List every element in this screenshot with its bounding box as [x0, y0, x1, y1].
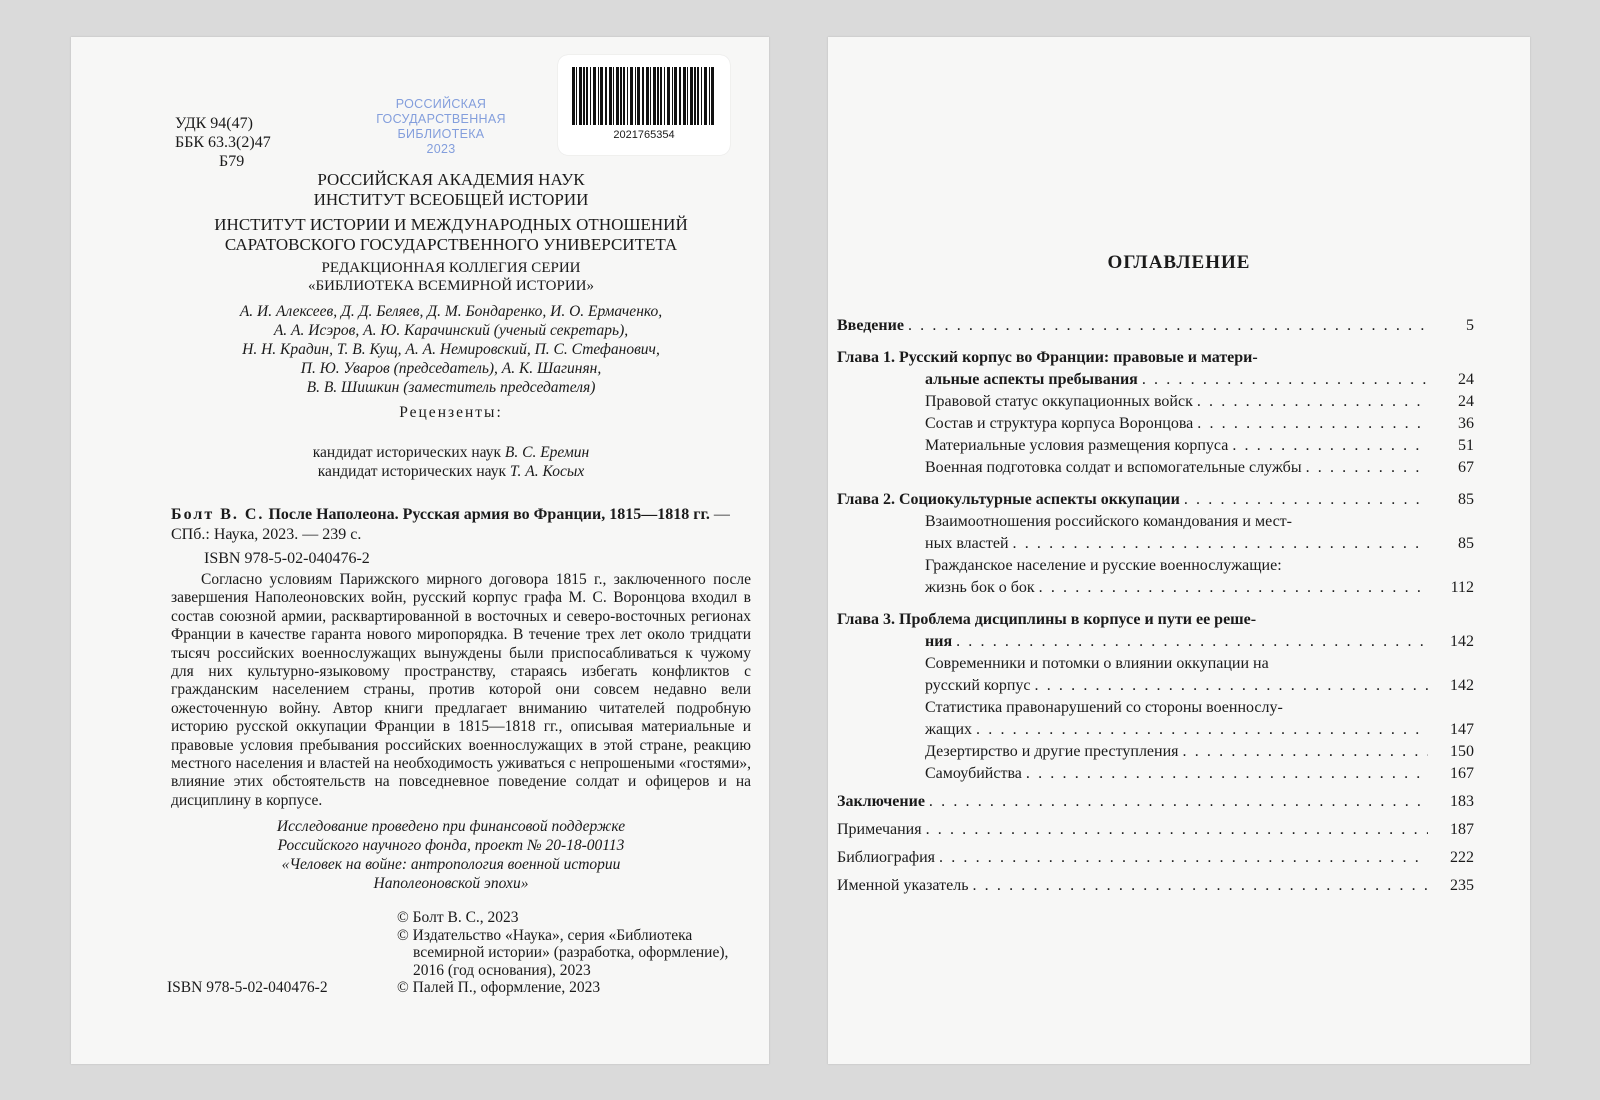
toc-entry-text: Введение — [837, 317, 904, 334]
toc-entry-line-last — [925, 391, 1474, 413]
toc-page-number: 36 — [1458, 415, 1474, 432]
annotation: Согласно условиям Парижского мирного договора 1815 г., заключенного после завершения Наполеоновских войн, русский корпус графа М. С. Воронцова входил в состав союзной армии, расквартированной в восточных и северо-восточных регионах Франции в качестве гаранта нового миропорядка. В течение трех лет около тридцати тысяч российских военнослужащих вынуждены были приспосабливаться к чужому для них культурно-языковому пространству, стараясь избегать конфликтов с гражданским населением страны, против которой они совсем недавно вели ожесточенную войну. Автор книги предлагает вниманию читателей подробную историю русской оккупации Франции в 1815—1818 гг., описывая материальные и правовые условия пребывания российских военнослужащих в этой стране, реакцию местного населения и властей на необходимость уживаться с непрошеными «гостями», влияние этих обстоятельств на повседневное поведение солдат и офицеров и на дисциплину в корпусе. — [171, 571, 751, 809]
barcode-bar — [683, 67, 686, 125]
barcode-bar — [576, 67, 577, 125]
toc-entry-line-last — [925, 435, 1474, 457]
barcode-bar — [627, 67, 628, 125]
toc-entry — [837, 791, 1474, 813]
toc-entry-line-last — [925, 741, 1474, 763]
toc-page-number: 183 — [1450, 793, 1474, 810]
toc-title: ОГЛАВЛЕНИЕ — [1107, 252, 1251, 273]
organization-academy — [166, 170, 736, 210]
toc-entry-line-last — [837, 875, 1474, 897]
barcode-bar — [646, 67, 649, 125]
reviewer-name: Т. А. Косых — [509, 463, 585, 480]
member-line: Н. Н. Крадин, Т. В. Кущ, А. А. Немировский, П. С. Стефанович, — [242, 341, 660, 358]
toc-entry-line-last — [837, 369, 1474, 391]
barcode-bar — [704, 67, 707, 125]
org-line: РОССИЙСКАЯ АКАДЕМИЯ НАУК — [317, 170, 585, 189]
toc-page-number: 51 — [1458, 437, 1474, 454]
toc-entry-text: Глава 2. Социокультурные аспекты оккупации — [837, 491, 1180, 508]
toc-entry — [837, 741, 1474, 763]
reviewer-name: В. С. Еремин — [504, 444, 590, 461]
toc-entry-text: Заключение — [837, 793, 925, 810]
toc-entry-line-last — [837, 847, 1474, 869]
toc-leader-dots — [1013, 533, 1429, 555]
barcode-bar — [711, 67, 714, 125]
barcode-bar — [579, 67, 582, 125]
toc-entry-text: Современники и потомки о влиянии оккупации на — [925, 655, 1269, 672]
toc-entry-text: Самоубийства — [925, 765, 1022, 782]
entry-author: Болт В. С. — [171, 506, 265, 523]
toc-entry-text: Материальные условия размещения корпуса — [925, 437, 1229, 454]
toc-entry-text: жизнь бок о бок — [925, 579, 1035, 596]
stamp-line: РОССИЙСКАЯ — [395, 97, 487, 111]
toc-leader-dots — [1184, 489, 1428, 511]
member-line: П. Ю. Уваров (председатель), А. К. Шагинян, — [300, 360, 602, 377]
toc-entry — [837, 435, 1474, 457]
barcode-bar — [593, 67, 596, 125]
toc-entry-line-last — [837, 315, 1474, 337]
toc-leader-dots — [1039, 577, 1428, 599]
toc-entry-line-last — [925, 413, 1474, 435]
barcode-bar — [694, 67, 696, 125]
toc-entry — [837, 763, 1474, 785]
copyright-line: © Болт В. С., 2023 — [397, 909, 519, 926]
member-line: В. В. Шишкин (заместитель председателя) — [306, 379, 596, 396]
barcode-bar — [616, 67, 619, 125]
barcode-bar — [660, 67, 662, 125]
barcode-bar — [598, 67, 599, 125]
toc-page-number: 235 — [1450, 877, 1474, 894]
toc-page-number: 222 — [1450, 849, 1474, 866]
barcode-bar — [709, 67, 710, 125]
barcode-bar — [635, 67, 636, 125]
toc-entry — [837, 847, 1474, 869]
toc-entry-text: русский корпус — [925, 677, 1031, 694]
barcode-number: 2021765354 — [613, 129, 675, 141]
entry-title: После Наполеона. Русская армия во Франции, 1815—1818 гг. — [268, 506, 710, 523]
toc-page-number: 85 — [1458, 491, 1474, 508]
isbn: ISBN 978-5-02-040476-2 — [204, 550, 370, 567]
barcode-bar — [667, 67, 670, 125]
toc-page-number: 167 — [1450, 765, 1474, 782]
barcode-bar — [613, 67, 614, 125]
bibliographic-entry — [171, 505, 751, 545]
table-of-contents — [837, 315, 1474, 897]
toc-leader-dots — [1035, 675, 1428, 697]
toc-page-number: 5 — [1466, 317, 1474, 334]
toc-entry-line — [837, 609, 1432, 631]
toc-page-number: 24 — [1458, 393, 1474, 410]
toc-entry-line — [925, 555, 1432, 577]
toc-leader-dots — [1142, 369, 1428, 391]
stamp-line: БИБЛИОТЕКА — [397, 127, 485, 141]
entry-imprint: — СПб.: Наука, 2023. — 239 с. — [171, 506, 730, 543]
toc-entry — [837, 875, 1474, 897]
barcode-bar — [600, 67, 603, 125]
barcode-bar — [674, 67, 677, 125]
toc-entry — [837, 413, 1474, 435]
toc-entry-text: Военная подготовка солдат и вспомогательные службы — [925, 459, 1302, 476]
grant-note — [166, 817, 736, 893]
toc-leader-dots — [1197, 391, 1428, 413]
barcode-bar — [623, 67, 625, 125]
barcode-bar — [653, 67, 656, 125]
toc-entry-text: Статистика правонарушений со стороны военнослу- — [925, 699, 1283, 716]
org-line: ИНСТИТУТ ИСТОРИИ И МЕЖДУНАРОДНЫХ ОТНОШЕНИЙ — [214, 215, 688, 234]
barcode-sticker — [558, 55, 730, 155]
barcode-bar — [642, 67, 644, 125]
org-line: САРАТОВСКОГО ГОСУДАРСТВЕННОГО УНИВЕРСИТЕТА — [224, 235, 678, 254]
barcode-bar — [657, 67, 659, 125]
barcode-bar — [583, 67, 585, 125]
library-stamp — [361, 97, 521, 157]
toc-leader-dots — [1306, 457, 1428, 479]
udk-code: УДК 94(47) — [175, 115, 253, 132]
reviewers-heading: Рецензенты: — [399, 404, 503, 421]
toc-page-number: 142 — [1450, 677, 1474, 694]
isbn-bottom: ISBN 978-5-02-040476-2 — [167, 979, 328, 996]
toc-entry — [837, 347, 1474, 391]
toc-page-number: 150 — [1450, 743, 1474, 760]
reviewers-list — [166, 443, 736, 481]
barcode-bar — [609, 67, 612, 125]
toc-page-number: 147 — [1450, 721, 1474, 738]
toc-leader-dots — [908, 315, 1428, 337]
toc-entry-line-last — [837, 631, 1474, 653]
toc-entry-line-last — [837, 489, 1474, 511]
grant-line: Российского научного фонда, проект № 20-18-00113 — [277, 837, 625, 854]
toc-entry — [837, 511, 1474, 555]
toc-entry — [837, 391, 1474, 413]
toc-entry — [837, 653, 1474, 697]
toc-leader-dots — [956, 631, 1428, 653]
toc-entry-line-last — [837, 819, 1474, 841]
stamp-line: ГОСУДАРСТВЕННАЯ — [376, 112, 506, 126]
copyright-line: © Издательство «Наука», серия «Библиотека всемирной истории» (разработка, оформление), 2016 (год основания), 2023 — [397, 926, 729, 979]
barcode-bar — [697, 67, 699, 125]
reviewer-degree: кандидат исторических наук — [317, 463, 507, 480]
toc-entry-line-last — [925, 577, 1474, 599]
toc-entry-text: Взаимоотношения российского командования и мест- — [925, 513, 1292, 530]
toc-entry-line-last — [925, 675, 1474, 697]
series-board-heading — [166, 259, 736, 295]
barcode-bar — [672, 67, 673, 125]
toc-entry-text: Именной указатель — [837, 877, 969, 894]
board-line: «БИБЛИОТЕКА ВСЕМИРНОЙ ИСТОРИИ» — [307, 278, 594, 294]
reviewer-line — [166, 462, 736, 481]
barcode-bar — [637, 67, 640, 125]
toc-leader-dots — [972, 875, 1428, 897]
barcode-bar — [664, 67, 665, 125]
toc-entry-text: Состав и структура корпуса Воронцова — [925, 415, 1194, 432]
toc-page-number: 112 — [1450, 579, 1474, 596]
toc-leader-dots — [1026, 763, 1428, 785]
barcode-bar — [572, 67, 575, 125]
toc-entry — [837, 819, 1474, 841]
toc-page-number: 24 — [1458, 371, 1474, 388]
toc-entry-line-last — [925, 533, 1474, 555]
toc-leader-dots — [1232, 435, 1428, 457]
barcode-bar — [690, 67, 693, 125]
organization-university — [166, 215, 736, 255]
barcode-bar — [701, 67, 702, 125]
board-line: РЕДАКЦИОННАЯ КОЛЛЕГИЯ СЕРИИ — [321, 260, 581, 276]
reviewer-line — [166, 443, 736, 462]
barcode-bar — [679, 67, 681, 125]
barcode-icon — [570, 67, 718, 125]
toc-page-number: 187 — [1450, 821, 1474, 838]
toc-entry-line-last — [925, 457, 1474, 479]
reviewer-degree: кандидат исторических наук — [312, 444, 502, 461]
toc-entry-line — [837, 347, 1432, 369]
toc-entry — [837, 555, 1474, 599]
copyright-line: © Палей П., оформление, 2023 — [397, 979, 601, 997]
toc-leader-dots — [1197, 413, 1428, 435]
grant-line: Исследование проведено при финансовой поддержке — [276, 818, 626, 835]
toc-entry-text: Библиография — [837, 849, 935, 866]
bbk-code: ББК 63.3(2)47 — [175, 134, 271, 151]
toc-entry-text: Правовой статус оккупационных войск — [925, 393, 1193, 410]
toc-entry-text: альные аспекты пребывания — [925, 371, 1138, 388]
toc-entry-text: Гражданское население и русские военнослужащие: — [925, 557, 1282, 574]
toc-entry — [837, 457, 1474, 479]
toc-entry — [837, 315, 1474, 337]
barcode-bar — [630, 67, 633, 125]
toc-entry-line-last — [925, 719, 1474, 741]
toc-entry-text: ния — [925, 633, 953, 650]
toc-leader-dots — [939, 847, 1428, 869]
barcode-bar — [590, 67, 591, 125]
author-mark: Б79 — [219, 153, 245, 170]
barcode-bar — [687, 67, 688, 125]
toc-entry — [837, 609, 1474, 653]
board-members — [166, 302, 736, 397]
toc-entry-text: ных властей — [925, 535, 1009, 552]
toc-entry — [837, 697, 1474, 741]
stamp-line: 2023 — [426, 142, 456, 156]
toc-page-number: 142 — [1450, 633, 1474, 650]
right-page — [828, 37, 1530, 1064]
grant-line: «Человек на войне: антропология военной истории — [281, 856, 621, 873]
toc-entry-text: Примечания — [837, 821, 922, 838]
toc-entry-text: Дезертирство и другие преступления — [925, 743, 1179, 760]
toc-entry-line-last — [925, 763, 1474, 785]
toc-page-number: 85 — [1458, 535, 1474, 552]
toc-entry-text: жащих — [925, 721, 973, 738]
classification-codes — [175, 114, 271, 171]
barcode-bar — [620, 67, 622, 125]
toc-entry-line-last — [837, 791, 1474, 813]
toc-leader-dots — [1183, 741, 1428, 763]
toc-leader-dots — [926, 819, 1428, 841]
org-line: ИНСТИТУТ ВСЕОБЩЕЙ ИСТОРИИ — [313, 190, 589, 209]
grant-line: Наполеоновской эпохи» — [373, 875, 529, 892]
barcode-bar — [586, 67, 588, 125]
toc-page-number: 67 — [1458, 459, 1474, 476]
barcode-bar — [605, 67, 607, 125]
toc-entry-line — [925, 653, 1432, 675]
toc-entry — [837, 489, 1474, 511]
toc-entry-text: Глава 3. Проблема дисциплины в корпусе и пути ее реше- — [837, 611, 1257, 628]
barcode-bar — [650, 67, 651, 125]
toc-entry-line — [925, 697, 1432, 719]
toc-entry-text: Глава 1. Русский корпус во Франции: правовые и матери- — [837, 349, 1258, 366]
member-line: А. А. Исэров, А. Ю. Карачинский (ученый секретарь), — [273, 322, 629, 339]
member-line: А. И. Алексеев, Д. Д. Беляев, Д. М. Бондаренко, И. О. Ермаченко, — [239, 303, 663, 320]
copyright-block — [397, 909, 757, 997]
toc-entry-line — [925, 511, 1432, 533]
left-page — [71, 37, 769, 1064]
toc-leader-dots — [976, 719, 1428, 741]
toc-leader-dots — [929, 791, 1428, 813]
